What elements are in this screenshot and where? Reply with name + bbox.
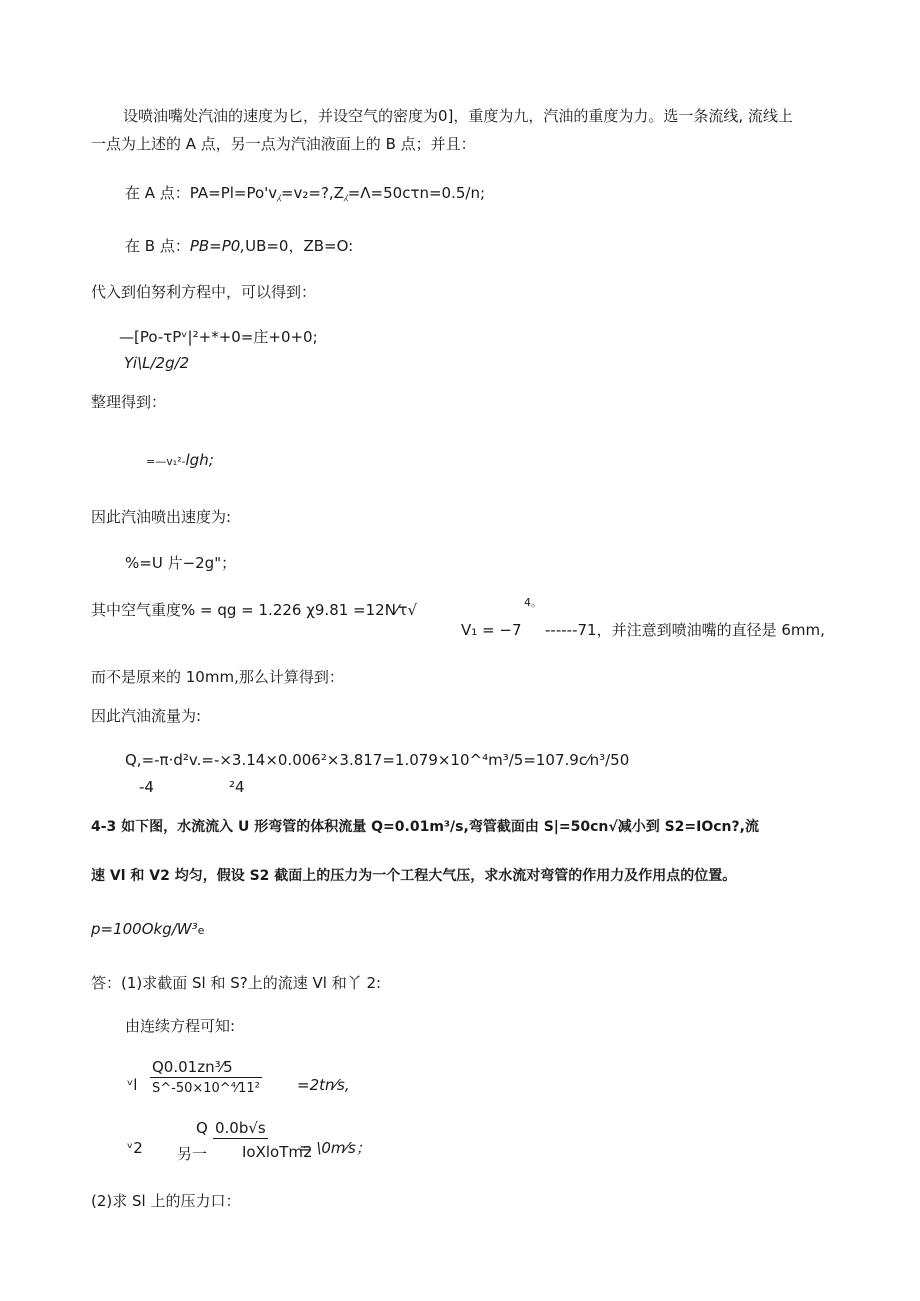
point-b-line: [125, 237, 353, 255]
velocity-equation: %=U 片−2g"；: [125, 554, 237, 572]
rho-symbol: p=100Okg/W³: [91, 920, 198, 938]
flow-sub-1: -4: [139, 778, 154, 796]
answer-part-1: 答：(1)求截面 Sl 和 S?上的流速 Vl 和丫 2:: [91, 974, 382, 992]
answer-part-2: (2)求 Sl 上的压力口：: [91, 1192, 241, 1210]
problem-line-2: 速 Vl 和 V2 均匀，假设 S2 截面上的压力为一个工程大气压，求水流对弯管的作用力及作用点的位置。: [91, 868, 737, 884]
v1-numerator: Q0.01zn³⁄5: [150, 1058, 262, 1078]
flow-sub-2: ²4: [229, 778, 245, 796]
v2-denominator: IoXloTm2: [242, 1143, 313, 1161]
point-a-line: 在 A 点：PA=Pl=Po'v⁁=v₂=?,Z⁁=Λ=50cτn=0.5/n;: [125, 184, 486, 202]
v1-denominator: S^-50×10^⁴⁄11²: [152, 1081, 260, 1096]
paragraph-line: 设喷油嘴处汽油的速度为匕，并设空气的密度为0]，重度为九，汽油的重度为力。选一条流线, 流线上: [123, 107, 793, 125]
rho-sub: e: [197, 924, 205, 937]
v1-label: ᵛl: [127, 1076, 138, 1094]
v2-label: ᵛ2: [127, 1139, 143, 1157]
v2-fraction: [213, 1119, 268, 1139]
velocity-intro: 因此汽油喷出速度为:: [91, 508, 232, 526]
not-original-line: 而不是原来的 10mm,那么计算得到：: [91, 668, 344, 686]
paragraph-line: 一点为上述的 A 点，另一点为汽油液面上的 B 点；并且：: [91, 135, 476, 153]
v1-top-mark: 4。: [524, 596, 542, 609]
simplify-equation: [146, 451, 214, 469]
point-b-rest: UB=0，ZB=O:: [245, 237, 354, 255]
bernoulli-equation-2: Yi\L/2g/2: [124, 354, 190, 372]
bernoulli-intro: 代入到伯努利方程中，可以得到：: [91, 283, 317, 301]
simplify-eq-italic: lgh;: [185, 451, 214, 469]
flow-equation: Q,=-π·d²v.=-×3.14×0.006²×3.817=1.079×10^⁴m³/5=107.9c⁄n³/50: [125, 751, 630, 769]
flow-intro: 因此汽油流量为:: [91, 707, 202, 725]
density-line: [91, 920, 204, 938]
simplify-intro: 整理得到：: [91, 393, 167, 411]
point-b-prefix: 在 B 点：: [125, 237, 190, 255]
v1-note: ------71，并注意到喷油嘴的直径是 6mm,: [545, 621, 825, 639]
v2-den-prefix: 另一: [177, 1145, 208, 1163]
simplify-eq-main: =—v₁²-: [146, 455, 186, 468]
v1-equation: V₁ = −7: [461, 621, 522, 639]
v1-result: =2tn⁄s,: [297, 1076, 350, 1094]
v1-fraction: [150, 1058, 262, 1096]
continuity-line: 由连续方程可知:: [125, 1017, 236, 1035]
point-b-italic: PB=P0,: [189, 237, 246, 255]
air-weight-line: 其中空气重度% = qg = 1.226 χ9.81 =12N⁄τ√: [91, 601, 418, 619]
v2-num-q: Q: [196, 1119, 208, 1137]
v2-numerator: 0.0b√s: [215, 1119, 266, 1137]
problem-line-1: 4-3 如下图，水流流入 U 形弯管的体积流量 Q=0.01m³/s,弯管截面由 S|=50cn√减小到 S2=IOcn?,流: [91, 819, 759, 835]
bernoulli-equation: —[Po-τPᵛ|²+*+0=庄+0+0;: [119, 328, 318, 346]
v2-result: = \0m⁄s；: [299, 1139, 371, 1157]
